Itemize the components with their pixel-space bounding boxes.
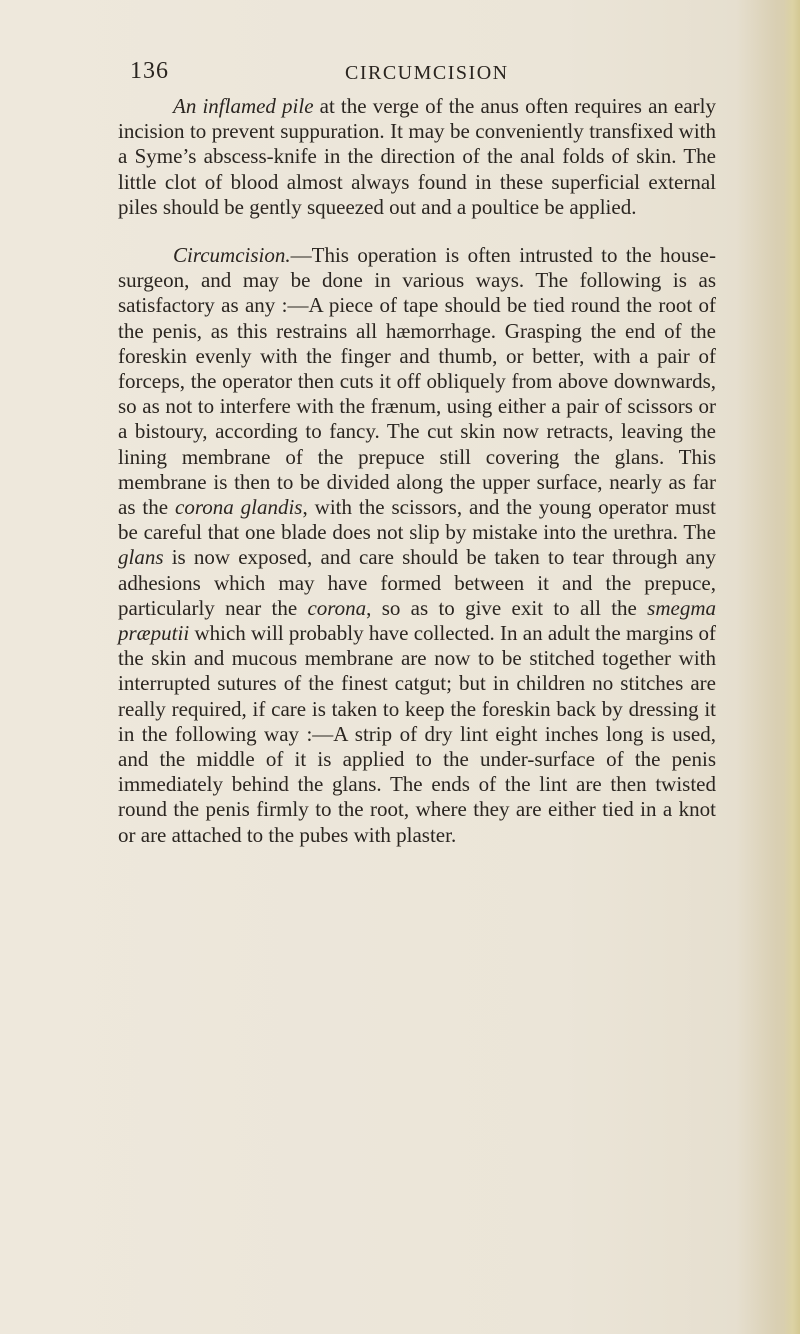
run-text: , so as to give exit to all the bbox=[366, 595, 648, 620]
paragraph-inflamed-pile bbox=[118, 94, 716, 220]
run-text: is now exposed, and care should be taken to tear through any adhesions which may have formed between it and the prepuce, particularly near the bbox=[118, 545, 716, 620]
run-text: which will probably have collected. In an adult the margins of the skin and mucous membrane are now to be stitched together with interrupted sutures of the finest catgut; but in children no stitches are really required, if care is taken to keep the foreskin back by dressing it in the following way :—A strip of dry lint eight inches long is used, and the middle of it is applied to the under-surface of the penis immediately behind the glans. The ends of the lint are then twisted round the penis firmly to the root, where they are either tied in a knot or are attached to the pubes with plaster. bbox=[118, 621, 716, 847]
running-head: CIRCUMCISION bbox=[345, 62, 509, 84]
run-text: —This operation is often intrusted to the house-surgeon, and may be done in various ways. The following is as satisfactory as any :—A piece of tape should be tied round the root of the penis, as this restrains all hæmorrhage. Grasping the end of the foreskin evenly with the finger and thumb, or better, with a pair of forceps, the operator then cuts it off obliquely from above downwards, so as not to interfere with the frænum, using either a pair of scissors or a bistoury, according to fancy. The cut skin now retracts, leaving the lining membrane of the prepuce still covering the glans. This membrane is then to be divided along the upper surface, nearly as far as the bbox=[118, 243, 716, 520]
body-text bbox=[118, 94, 716, 848]
page-edge-shadow bbox=[784, 0, 800, 1334]
page-number: 136 bbox=[130, 58, 169, 84]
run-term: corona glandis bbox=[175, 495, 303, 520]
run-term: smegma præputii bbox=[118, 595, 716, 646]
run-term: corona bbox=[307, 595, 367, 620]
run-text: , with the scissors, and the young operator must be careful that one blade does not slip by mistake into the urethra. The bbox=[118, 495, 716, 545]
paragraph-circumcision bbox=[118, 243, 716, 848]
page-header bbox=[130, 58, 730, 92]
run-term: An inflamed pile bbox=[173, 94, 314, 118]
run-section-title: Circumcision. bbox=[173, 243, 291, 268]
run-term: glans bbox=[118, 545, 164, 570]
run-text: at the verge of the anus often requires an early incision to prevent suppuration. It may be conveniently transfixed with a Syme’s abscess-knife in the direction of the anal folds of skin. The little clot of blood almost always found in these superficial external piles should be gently squeezed out and a poultice be applied. bbox=[118, 94, 716, 219]
